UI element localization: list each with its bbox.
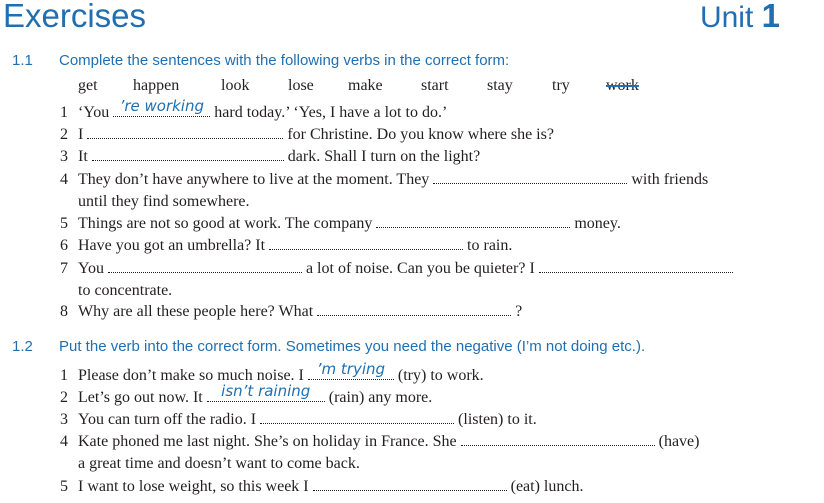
exercise-instruction: Complete the sentences with the following verbs in the correct form:	[59, 52, 510, 69]
item-text: (listen) to it.	[458, 411, 537, 428]
item-text: Why are all these people here? What	[78, 303, 314, 320]
item-number: 8	[60, 303, 68, 320]
exercise-instruction: Put the verb into the correct form. Sometimes you need the negative (I’m not doing etc.).	[59, 338, 646, 355]
item-number: 5	[60, 215, 68, 232]
item-number: 1	[60, 367, 68, 384]
exercise-line-continued: until they find somewhere.	[78, 193, 250, 210]
item-text: They don’t have anywhere to live at the moment. They	[78, 171, 430, 188]
item-text: to rain.	[467, 237, 513, 254]
answer-text: isn’t raining	[221, 382, 311, 400]
item-text: (rain) any more.	[328, 389, 433, 406]
answer-blank	[87, 136, 283, 139]
item-number: 5	[60, 478, 68, 495]
item-number: 4	[60, 433, 68, 450]
answer-blank	[376, 225, 570, 228]
item-text: a lot of noise. Can you be quieter? I	[305, 260, 535, 277]
item-number: 6	[60, 237, 68, 254]
exercise-line	[60, 259, 733, 279]
exercise-line	[60, 97, 448, 123]
answer-blank	[313, 488, 507, 491]
exercise-line	[60, 382, 433, 408]
item-number: 2	[60, 389, 68, 406]
answer-blank	[113, 97, 210, 117]
answer-blank	[269, 247, 463, 250]
item-text: ‘You	[78, 104, 110, 121]
exercise-line	[60, 236, 512, 256]
answer-blank	[433, 181, 627, 184]
verb-item: start	[421, 77, 449, 94]
item-text: ?	[515, 303, 523, 320]
unit-number: 1	[761, 0, 780, 34]
answer-blank	[92, 158, 284, 161]
item-number: 7	[60, 260, 68, 277]
item-number: 1	[60, 104, 68, 121]
exercise-line	[60, 302, 522, 322]
verb-item: lose	[288, 77, 314, 94]
item-text: Kate phoned me last night. She’s on holiday in France. She	[78, 433, 457, 450]
answer-text: ’m trying	[316, 360, 386, 378]
answer-blank	[308, 360, 394, 380]
exercise-line	[60, 477, 583, 497]
answer-blank	[317, 313, 511, 316]
answer-blank	[108, 270, 302, 273]
item-number: 2	[60, 126, 68, 143]
answer-text: ’re working	[119, 97, 204, 115]
item-number: 3	[60, 411, 68, 428]
item-text: (eat) lunch.	[510, 478, 584, 495]
item-text: It	[78, 148, 88, 165]
exercise-line-continued: a great time and doesn’t want to come back.	[78, 455, 360, 472]
verb-item: try	[552, 77, 570, 94]
verb-item: happen	[133, 77, 180, 94]
item-text: Things are not so good at work. The company	[78, 215, 373, 232]
unit-label: Unit	[699, 1, 754, 34]
item-text: (have)	[658, 433, 700, 450]
item-text: dark. Shall I turn on the light?	[287, 148, 481, 165]
exercise-line	[60, 147, 480, 167]
exercise-number: 1.1	[12, 52, 33, 69]
answer-blank	[207, 382, 325, 402]
exercise-line	[60, 410, 537, 430]
item-text: (try) to work.	[397, 367, 484, 384]
exercise-line	[60, 214, 621, 234]
answer-blank	[461, 443, 655, 446]
verb-item: get	[78, 77, 98, 94]
item-text: with friends	[631, 171, 709, 188]
exercise-line	[60, 432, 699, 452]
item-text: I	[78, 126, 84, 143]
verb-item: stay	[487, 77, 513, 94]
verb-item-used: work	[606, 77, 639, 94]
item-text: Let’s go out now. It	[78, 389, 203, 406]
unit-heading	[700, 0, 780, 38]
answer-blank	[539, 270, 733, 273]
item-text: money.	[574, 215, 621, 232]
item-text: for Christine. Do you know where she is?	[287, 126, 554, 143]
item-text: You can turn off the radio. I	[78, 411, 257, 428]
exercise-line-continued: to concentrate.	[78, 282, 173, 299]
item-number: 3	[60, 148, 68, 165]
item-text: I want to lose weight, so this week I	[78, 478, 309, 495]
item-text: Have you got an umbrella? It	[78, 237, 266, 254]
item-text: Please don’t make so much noise. I	[78, 367, 304, 384]
exercise-line	[60, 125, 554, 145]
exercise-number: 1.2	[12, 338, 33, 355]
item-text: You	[78, 260, 104, 277]
item-text: hard today.’ ‘Yes, I have a lot to do.’	[214, 104, 448, 121]
exercise-line	[60, 170, 708, 190]
verb-item: look	[221, 77, 250, 94]
answer-blank	[260, 421, 454, 424]
verb-item: make	[348, 77, 383, 94]
page-title: Exercises	[3, 0, 147, 34]
item-number: 4	[60, 171, 68, 188]
